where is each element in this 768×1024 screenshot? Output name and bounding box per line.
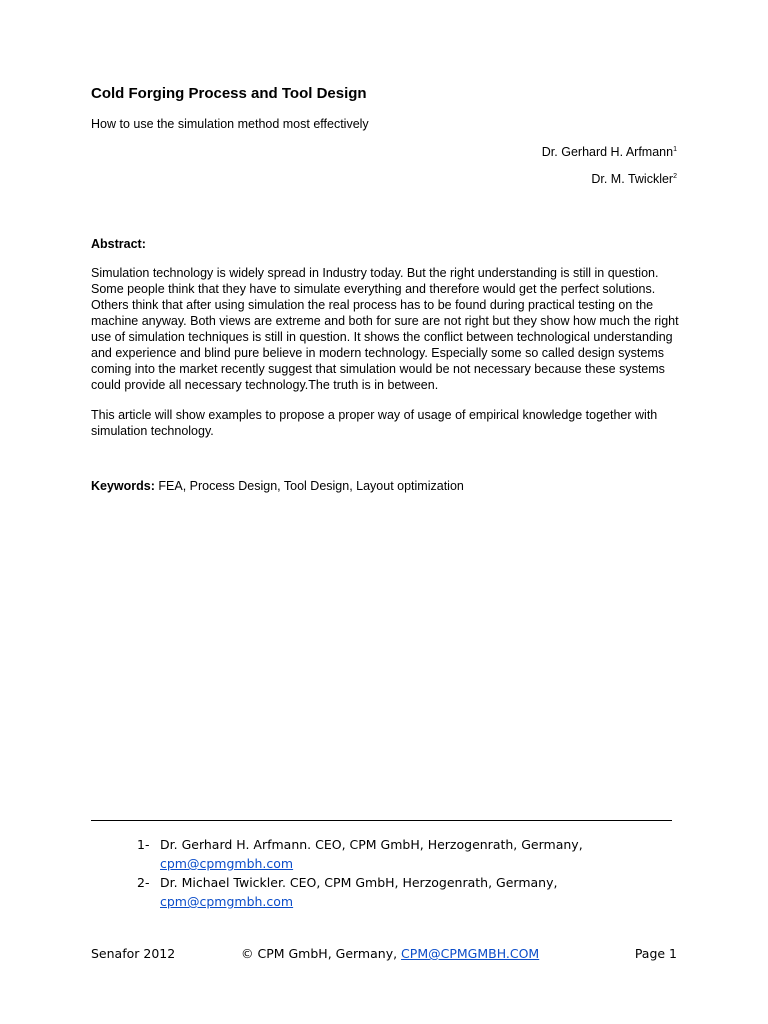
abstract-heading: Abstract:: [91, 237, 146, 251]
keywords-value: FEA, Process Design, Tool Design, Layout optimization: [154, 479, 464, 493]
footer-copyright-text: © CPM GmbH, Germany,: [241, 946, 402, 961]
author-1: [542, 145, 677, 159]
footnote-2: [137, 873, 697, 909]
footnote-text: Dr. Michael Twickler. CEO, CPM GmbH, Herzogenrath, Germany,: [160, 875, 558, 890]
footnote-number: 1-: [137, 837, 150, 852]
footnote-email-link[interactable]: cpm@cpmgmbh.com: [160, 894, 294, 909]
footer-email-link[interactable]: CPM@CPMGMBH.COM: [401, 946, 540, 961]
footnote-1: [137, 835, 697, 875]
keywords: [91, 479, 464, 493]
author-affiliation-mark: 1: [673, 145, 677, 153]
paper-title: Cold Forging Process and Tool Design: [91, 85, 367, 102]
author-affiliation-mark: 2: [673, 172, 677, 180]
footer-copyright: [241, 946, 539, 961]
footnote-email-link[interactable]: cpm@cpmgmbh.com: [160, 856, 294, 871]
footer-conference: Senafor 2012: [91, 946, 176, 961]
author-name: Dr. Gerhard H. Arfmann: [541, 145, 674, 159]
footnote-separator: [91, 820, 672, 821]
author-2: [591, 172, 677, 186]
keywords-label: Keywords:: [91, 479, 155, 493]
footer-page-number: Page 1: [634, 946, 677, 961]
footnote-number: 2-: [137, 875, 150, 890]
abstract-paragraph-1: Simulation technology is widely spread in Industry today. But the right understanding is still in question. Some people think that they have to simulate everything and therefore would get the perfect solutions. Others think that after using simulation the real process has to be found during practical testing on the machine anyway. Both views are extreme and both for sure are not right but they show how much the right use of simulation techniques is still in question. It shows the conflict between technological understanding and experience and blind pure believe in modern technology. Especially some so called design systems coming into the market recently suggest that simulation would be not necessary because these systems could provide all necessary technology.The truth is in between.: [91, 266, 679, 392]
footnote-text: Dr. Gerhard H. Arfmann. CEO, CPM GmbH, Herzogenrath, Germany,: [160, 837, 583, 852]
abstract-paragraph-2: This article will show examples to propose a proper way of usage of empirical knowledge together with simulation technology.: [91, 408, 658, 438]
paper-subtitle: How to use the simulation method most effectively: [91, 117, 369, 131]
author-name: Dr. M. Twickler: [591, 172, 674, 186]
